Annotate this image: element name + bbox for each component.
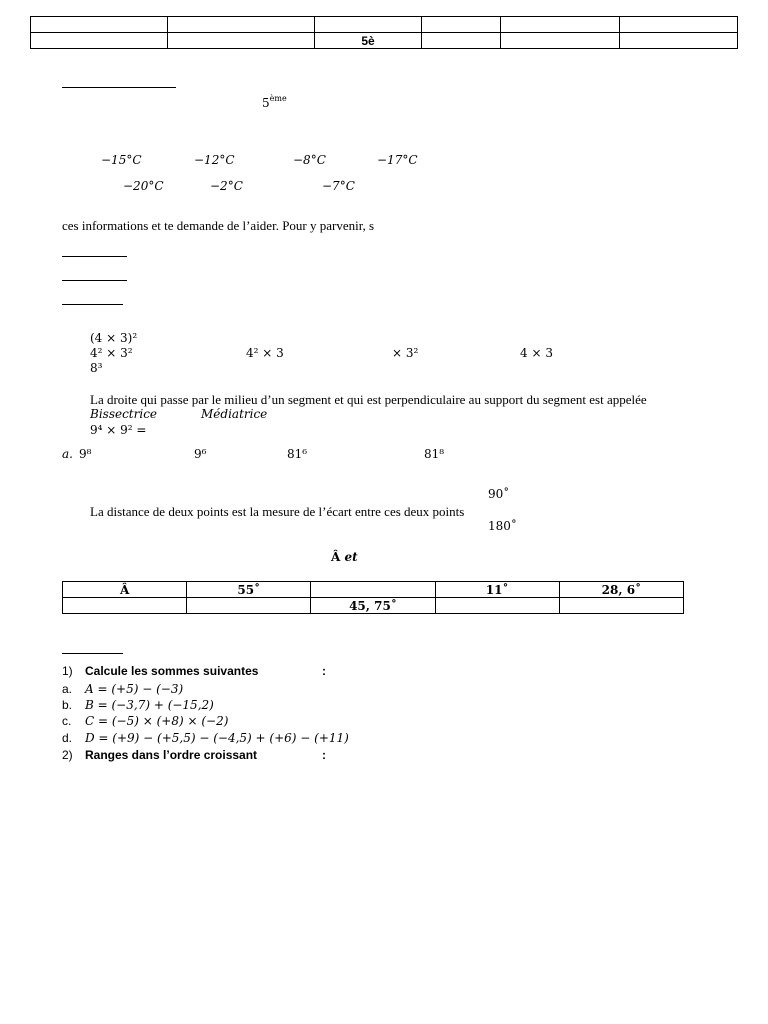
section-rule [62, 304, 123, 305]
sub-expression: D = (+9) − (+5,5) − (−4,5) + (+6) − (+11) [85, 731, 349, 745]
sub-label: b. [62, 698, 73, 712]
q4-option: 180˚ [488, 519, 517, 533]
temperature: −12°C [194, 153, 235, 167]
q3-label: a. [62, 447, 73, 461]
q4-option: 90˚ [488, 487, 510, 501]
temperature: −7°C [322, 179, 355, 193]
header-cell [501, 33, 620, 49]
exercise-item-number: 1) [62, 664, 73, 678]
angles-row [63, 582, 684, 598]
header-cell [168, 33, 315, 49]
header-row [31, 17, 738, 33]
exercise-item-colon: : [322, 748, 326, 762]
q1-option: 4² × 3² [90, 346, 133, 360]
exercise-item-number: 2) [62, 748, 73, 762]
temperature: −15°C [101, 153, 142, 167]
q3-option: 81⁶ [287, 447, 308, 461]
q3-option: 81⁸ [424, 447, 445, 461]
angle-cell [435, 598, 559, 614]
q4-text: La distance de deux points est la mesure de l’écart entre ces deux points [90, 504, 465, 519]
temperature: −8°C [293, 153, 326, 167]
header-cell [501, 17, 620, 33]
sub-label: c. [62, 714, 72, 728]
angle-cell: 45, 75˚ [311, 598, 435, 614]
temperature: −2°C [210, 179, 243, 193]
q1-option: 4² × 3 [246, 346, 284, 360]
angle-cell: 55˚ [187, 582, 311, 598]
angle-cell [63, 598, 187, 614]
q2-text: La droite qui passe par le milieu d’un segment et qui est perpendiculaire au support du segment est appelée [90, 392, 647, 407]
section-rule [62, 280, 127, 281]
header-cell [620, 33, 738, 49]
q3-option: 9⁸ [79, 447, 92, 461]
sub-expression: B = (−3,7) + (−15,2) [85, 698, 214, 712]
exercise-item-text: Ranges dans l’ordre croissant [85, 748, 258, 762]
angles-row [63, 598, 684, 614]
exercise-item-text: Calcule les sommes suivantes [85, 664, 259, 678]
header-cell [31, 17, 168, 33]
angle-cell [187, 598, 311, 614]
angle-cell: 11˚ [435, 582, 559, 598]
header-cell [315, 17, 422, 33]
level-label: 5ème [262, 94, 287, 110]
sub-expression: C = (−5) × (+8) × (−2) [85, 714, 229, 728]
q1-expression: (4 × 3)² [90, 331, 138, 345]
q1-option: × 3² [392, 346, 419, 360]
q3-expression: 9⁴ × 9² = [90, 423, 147, 437]
section-rule [62, 653, 123, 654]
temperature: −20°C [123, 179, 164, 193]
q1-option: 8³ [90, 361, 103, 375]
header-cell [422, 33, 501, 49]
header-table [30, 16, 738, 49]
section-heading-rule [62, 87, 176, 88]
temperature: −17°C [377, 153, 418, 167]
header-cell [620, 17, 738, 33]
q1-option: 4 × 3 [520, 346, 553, 360]
angle-cell [311, 582, 435, 598]
header-cell [168, 17, 315, 33]
sub-label: a. [62, 682, 73, 696]
exercise-item-colon: : [322, 664, 326, 678]
q2-option: Médiatrice [201, 407, 268, 421]
problem-text: ces informations et te demande de l’aider. Pour y parvenir, s [62, 218, 375, 233]
header-cell [31, 33, 168, 49]
angle-cell: 28, 6˚ [559, 582, 683, 598]
q2-option: Bissectrice [90, 407, 158, 421]
angles-table [62, 581, 684, 614]
angle-cell [559, 598, 683, 614]
class-level-cell: 5è [315, 33, 422, 49]
sub-label: d. [62, 731, 73, 745]
angle-cell: Â [63, 582, 187, 598]
sub-expression: A = (+5) − (−3) [85, 682, 184, 696]
angles-title: Â et [331, 550, 358, 564]
header-cell [422, 17, 501, 33]
header-row [31, 33, 738, 49]
section-rule [62, 256, 127, 257]
q3-option: 9⁶ [194, 447, 207, 461]
